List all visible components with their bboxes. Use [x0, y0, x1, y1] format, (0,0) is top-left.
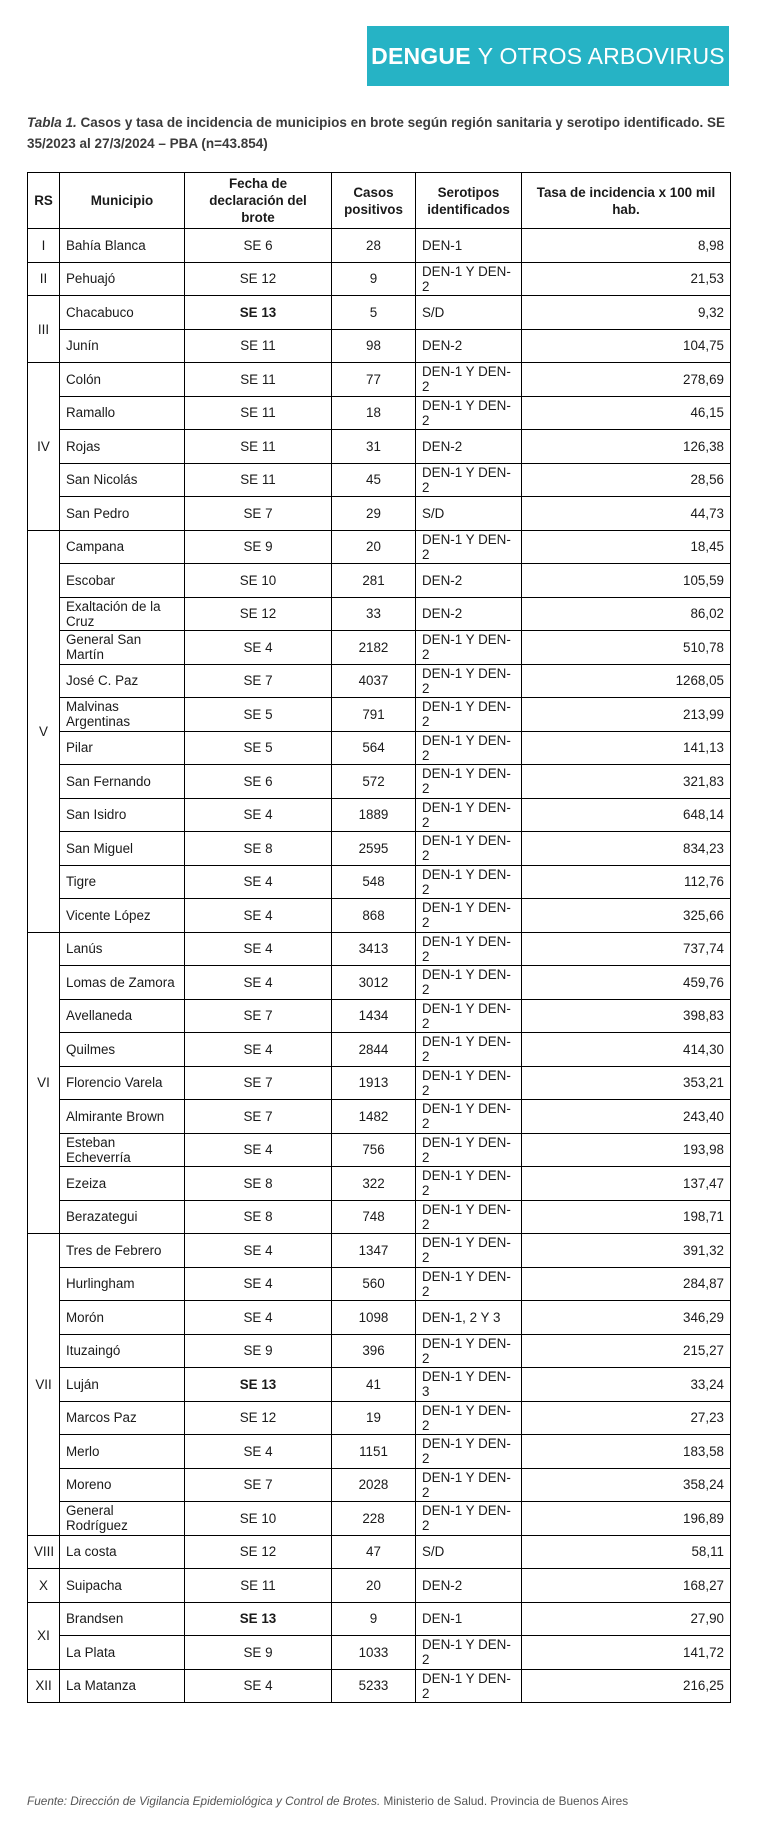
- cell-serotipos: DEN-1 Y DEN-2: [416, 664, 522, 698]
- table-row: [28, 1301, 731, 1335]
- cell-casos: 1151: [332, 1435, 416, 1469]
- cell-municipio: San Nicolás: [60, 463, 185, 497]
- cell-rs: VII: [28, 1234, 60, 1536]
- cell-fecha: SE 9: [185, 1636, 332, 1670]
- cell-fecha: SE 12: [185, 1401, 332, 1435]
- cell-casos: 19: [332, 1401, 416, 1435]
- cell-municipio: Lanús: [60, 932, 185, 966]
- cell-fecha: SE 6: [185, 765, 332, 799]
- table-row: [28, 1535, 731, 1569]
- table-row: [28, 530, 731, 564]
- cell-serotipos: DEN-1 Y DEN-2: [416, 765, 522, 799]
- cell-serotipos: DEN-1 Y DEN-2: [416, 1200, 522, 1234]
- cell-municipio: San Miguel: [60, 832, 185, 866]
- cell-municipio: San Isidro: [60, 798, 185, 832]
- cell-fecha: SE 4: [185, 1267, 332, 1301]
- cell-serotipos: DEN-1 Y DEN-2: [416, 396, 522, 430]
- cell-casos: 791: [332, 698, 416, 732]
- outbreak-table: [27, 172, 731, 1703]
- table-body: [28, 229, 731, 1703]
- cell-fecha: SE 12: [185, 262, 332, 296]
- cell-municipio: Merlo: [60, 1435, 185, 1469]
- cell-municipio: Tigre: [60, 865, 185, 899]
- cell-tasa: 325,66: [522, 899, 731, 933]
- cell-tasa: 414,30: [522, 1033, 731, 1067]
- cell-casos: 756: [332, 1133, 416, 1167]
- banner-title-rest: Y OTROS ARBOVIRUS: [477, 42, 725, 69]
- cell-tasa: 27,23: [522, 1401, 731, 1435]
- cell-tasa: 459,76: [522, 966, 731, 1000]
- cell-casos: 868: [332, 899, 416, 933]
- cell-rs: VIII: [28, 1535, 60, 1569]
- cell-serotipos: DEN-1: [416, 229, 522, 263]
- cell-municipio: Esteban Echeverría: [60, 1133, 185, 1167]
- cell-tasa: 196,89: [522, 1502, 731, 1536]
- cell-fecha: SE 12: [185, 597, 332, 631]
- cell-municipio: José C. Paz: [60, 664, 185, 698]
- cell-municipio: Lomas de Zamora: [60, 966, 185, 1000]
- cell-municipio: Ramallo: [60, 396, 185, 430]
- cell-tasa: 213,99: [522, 698, 731, 732]
- cell-serotipos: DEN-1, 2 Y 3: [416, 1301, 522, 1335]
- caption-text: Casos y tasa de incidencia de municipios en brote según región sanitaria y serotipo identificado. SE 35/2023 al 27/3/2024 – PBA (n=43.854): [27, 115, 725, 151]
- cell-rs: I: [28, 229, 60, 263]
- cell-serotipos: DEN-1 Y DEN-2: [416, 698, 522, 732]
- cell-serotipos: DEN-1 Y DEN-2: [416, 1267, 522, 1301]
- cell-tasa: 141,13: [522, 731, 731, 765]
- table-row: [28, 765, 731, 799]
- cell-fecha: SE 11: [185, 363, 332, 397]
- cell-serotipos: DEN-1 Y DEN-2: [416, 1167, 522, 1201]
- cell-municipio: Berazategui: [60, 1200, 185, 1234]
- cell-serotipos: S/D: [416, 296, 522, 330]
- cell-fecha: SE 4: [185, 1033, 332, 1067]
- header-serotipos: Serotipos identificados: [416, 173, 522, 229]
- cell-serotipos: DEN-1: [416, 1602, 522, 1636]
- cell-serotipos: DEN-1 Y DEN-3: [416, 1368, 522, 1402]
- cell-municipio: General San Martín: [60, 631, 185, 665]
- cell-tasa: 27,90: [522, 1602, 731, 1636]
- cell-fecha: SE 12: [185, 1535, 332, 1569]
- cell-tasa: 353,21: [522, 1066, 731, 1100]
- cell-tasa: 33,24: [522, 1368, 731, 1402]
- cell-tasa: 126,38: [522, 430, 731, 464]
- cell-tasa: 8,98: [522, 229, 731, 263]
- cell-serotipos: DEN-2: [416, 564, 522, 598]
- cell-rs: III: [28, 296, 60, 363]
- cell-tasa: 834,23: [522, 832, 731, 866]
- cell-municipio: La Plata: [60, 1636, 185, 1670]
- cell-serotipos: DEN-1 Y DEN-2: [416, 262, 522, 296]
- cell-tasa: 141,72: [522, 1636, 731, 1670]
- cell-fecha: SE 4: [185, 865, 332, 899]
- cell-fecha: SE 7: [185, 999, 332, 1033]
- cell-tasa: 105,59: [522, 564, 731, 598]
- cell-casos: 1033: [332, 1636, 416, 1670]
- table-row: [28, 1267, 731, 1301]
- cell-casos: 322: [332, 1167, 416, 1201]
- cell-fecha: SE 4: [185, 966, 332, 1000]
- cell-serotipos: DEN-2: [416, 1569, 522, 1603]
- cell-rs: II: [28, 262, 60, 296]
- cell-casos: 4037: [332, 664, 416, 698]
- table-row: [28, 731, 731, 765]
- cell-fecha: SE 9: [185, 530, 332, 564]
- header-casos: Casos positivos: [332, 173, 416, 229]
- cell-municipio: San Pedro: [60, 497, 185, 531]
- table-header-row: [28, 173, 731, 229]
- cell-tasa: 398,83: [522, 999, 731, 1033]
- cell-tasa: 215,27: [522, 1334, 731, 1368]
- table-caption: [27, 112, 732, 154]
- cell-tasa: 193,98: [522, 1133, 731, 1167]
- cell-serotipos: DEN-2: [416, 329, 522, 363]
- cell-casos: 98: [332, 329, 416, 363]
- cell-tasa: 1268,05: [522, 664, 731, 698]
- cell-fecha: SE 4: [185, 1435, 332, 1469]
- cell-fecha: SE 11: [185, 463, 332, 497]
- cell-tasa: 284,87: [522, 1267, 731, 1301]
- caption-label: Tabla 1.: [27, 115, 77, 130]
- cell-serotipos: DEN-1 Y DEN-2: [416, 631, 522, 665]
- table-row: [28, 1636, 731, 1670]
- table-row: [28, 1468, 731, 1502]
- cell-fecha: SE 8: [185, 1200, 332, 1234]
- cell-municipio: Ezeiza: [60, 1167, 185, 1201]
- cell-municipio: Colón: [60, 363, 185, 397]
- table-row: [28, 597, 731, 631]
- cell-municipio: Vicente López: [60, 899, 185, 933]
- cell-fecha: SE 13: [185, 1368, 332, 1402]
- cell-casos: 31: [332, 430, 416, 464]
- cell-casos: 1098: [332, 1301, 416, 1335]
- cell-municipio: Quilmes: [60, 1033, 185, 1067]
- cell-tasa: 321,83: [522, 765, 731, 799]
- cell-serotipos: DEN-2: [416, 430, 522, 464]
- cell-municipio: Chacabuco: [60, 296, 185, 330]
- cell-casos: 28: [332, 229, 416, 263]
- cell-casos: 18: [332, 396, 416, 430]
- cell-casos: 396: [332, 1334, 416, 1368]
- table-row: [28, 631, 731, 665]
- cell-fecha: SE 4: [185, 1301, 332, 1335]
- cell-serotipos: DEN-1 Y DEN-2: [416, 1502, 522, 1536]
- cell-municipio: Avellaneda: [60, 999, 185, 1033]
- cell-municipio: San Fernando: [60, 765, 185, 799]
- cell-casos: 560: [332, 1267, 416, 1301]
- header-fecha: Fecha de declaración del brote: [185, 173, 332, 229]
- cell-fecha: SE 11: [185, 1569, 332, 1603]
- banner-bold-title: DENGUE: [371, 42, 471, 69]
- source-note: [27, 1794, 628, 1808]
- table-row: [28, 832, 731, 866]
- cell-casos: 2028: [332, 1468, 416, 1502]
- cell-fecha: SE 10: [185, 1502, 332, 1536]
- cell-casos: 20: [332, 530, 416, 564]
- cell-casos: 572: [332, 765, 416, 799]
- cell-municipio: Exaltación de la Cruz: [60, 597, 185, 631]
- cell-tasa: 391,32: [522, 1234, 731, 1268]
- table-row: [28, 865, 731, 899]
- cell-serotipos: DEN-1 Y DEN-2: [416, 1401, 522, 1435]
- table-row: [28, 430, 731, 464]
- cell-tasa: 44,73: [522, 497, 731, 531]
- cell-fecha: SE 9: [185, 1334, 332, 1368]
- cell-municipio: Pilar: [60, 731, 185, 765]
- cell-fecha: SE 13: [185, 1602, 332, 1636]
- cell-municipio: General Rodríguez: [60, 1502, 185, 1536]
- table-row: [28, 396, 731, 430]
- cell-fecha: SE 6: [185, 229, 332, 263]
- cell-serotipos: DEN-1 Y DEN-2: [416, 966, 522, 1000]
- cell-fecha: SE 7: [185, 1100, 332, 1134]
- table-row: [28, 1234, 731, 1268]
- table-row: [28, 262, 731, 296]
- table-row: [28, 999, 731, 1033]
- cell-casos: 2182: [332, 631, 416, 665]
- cell-fecha: SE 8: [185, 1167, 332, 1201]
- cell-fecha: SE 4: [185, 1669, 332, 1703]
- cell-fecha: SE 5: [185, 698, 332, 732]
- cell-municipio: Ituzaingó: [60, 1334, 185, 1368]
- cell-casos: 2844: [332, 1033, 416, 1067]
- cell-fecha: SE 4: [185, 932, 332, 966]
- table-row: [28, 899, 731, 933]
- table-row: [28, 798, 731, 832]
- cell-casos: 29: [332, 497, 416, 531]
- header-municipio: Municipio: [60, 173, 185, 229]
- cell-serotipos: DEN-1 Y DEN-2: [416, 1066, 522, 1100]
- cell-municipio: Escobar: [60, 564, 185, 598]
- cell-casos: 748: [332, 1200, 416, 1234]
- cell-serotipos: DEN-1 Y DEN-2: [416, 731, 522, 765]
- table-row: [28, 1368, 731, 1402]
- cell-serotipos: DEN-1 Y DEN-2: [416, 865, 522, 899]
- table-row: [28, 497, 731, 531]
- cell-casos: 47: [332, 1535, 416, 1569]
- cell-casos: 281: [332, 564, 416, 598]
- cell-tasa: 21,53: [522, 262, 731, 296]
- cell-municipio: Bahía Blanca: [60, 229, 185, 263]
- cell-rs: IV: [28, 363, 60, 531]
- cell-casos: 9: [332, 1602, 416, 1636]
- cell-tasa: 28,56: [522, 463, 731, 497]
- table-row: [28, 1502, 731, 1536]
- table-row: [28, 966, 731, 1000]
- cell-serotipos: DEN-1 Y DEN-2: [416, 1234, 522, 1268]
- cell-tasa: 86,02: [522, 597, 731, 631]
- cell-casos: 564: [332, 731, 416, 765]
- cell-municipio: Junín: [60, 329, 185, 363]
- cell-tasa: 104,75: [522, 329, 731, 363]
- cell-casos: 3413: [332, 932, 416, 966]
- cell-municipio: Moreno: [60, 1468, 185, 1502]
- cell-rs: XI: [28, 1602, 60, 1669]
- cell-tasa: 18,45: [522, 530, 731, 564]
- cell-fecha: SE 4: [185, 1133, 332, 1167]
- cell-casos: 1913: [332, 1066, 416, 1100]
- cell-casos: 1889: [332, 798, 416, 832]
- cell-fecha: SE 11: [185, 329, 332, 363]
- cell-serotipos: DEN-1 Y DEN-2: [416, 1100, 522, 1134]
- cell-fecha: SE 4: [185, 899, 332, 933]
- cell-fecha: SE 4: [185, 631, 332, 665]
- cell-fecha: SE 8: [185, 832, 332, 866]
- cell-fecha: SE 11: [185, 396, 332, 430]
- cell-municipio: Pehuajó: [60, 262, 185, 296]
- table-row: [28, 1033, 731, 1067]
- cell-fecha: SE 13: [185, 296, 332, 330]
- table-row: [28, 664, 731, 698]
- cell-tasa: 168,27: [522, 1569, 731, 1603]
- table-row: [28, 363, 731, 397]
- cell-fecha: SE 7: [185, 497, 332, 531]
- cell-tasa: 278,69: [522, 363, 731, 397]
- cell-rs: X: [28, 1569, 60, 1603]
- table-row: [28, 1066, 731, 1100]
- cell-fecha: SE 4: [185, 798, 332, 832]
- cell-rs: VI: [28, 932, 60, 1234]
- cell-serotipos: DEN-2: [416, 597, 522, 631]
- cell-municipio: La costa: [60, 1535, 185, 1569]
- cell-municipio: Florencio Varela: [60, 1066, 185, 1100]
- cell-serotipos: DEN-1 Y DEN-2: [416, 899, 522, 933]
- cell-casos: 2595: [332, 832, 416, 866]
- cell-casos: 5233: [332, 1669, 416, 1703]
- table-row: [28, 1669, 731, 1703]
- cell-serotipos: DEN-1 Y DEN-2: [416, 1669, 522, 1703]
- cell-casos: 33: [332, 597, 416, 631]
- cell-serotipos: DEN-1 Y DEN-2: [416, 363, 522, 397]
- table-row: [28, 296, 731, 330]
- cell-municipio: La Matanza: [60, 1669, 185, 1703]
- table-row: [28, 1100, 731, 1134]
- cell-tasa: 737,74: [522, 932, 731, 966]
- cell-casos: 9: [332, 262, 416, 296]
- cell-municipio: Tres de Febrero: [60, 1234, 185, 1268]
- cell-serotipos: DEN-1 Y DEN-2: [416, 798, 522, 832]
- cell-tasa: 9,32: [522, 296, 731, 330]
- table-row: [28, 932, 731, 966]
- cell-municipio: Rojas: [60, 430, 185, 464]
- cell-municipio: Luján: [60, 1368, 185, 1402]
- table-row: [28, 1200, 731, 1234]
- cell-tasa: 112,76: [522, 865, 731, 899]
- cell-casos: 45: [332, 463, 416, 497]
- cell-casos: 1347: [332, 1234, 416, 1268]
- cell-serotipos: DEN-1 Y DEN-2: [416, 1133, 522, 1167]
- cell-fecha: SE 7: [185, 1468, 332, 1502]
- cell-municipio: Brandsen: [60, 1602, 185, 1636]
- table-row: [28, 1569, 731, 1603]
- header-rs: RS: [28, 173, 60, 229]
- header-banner: [367, 26, 729, 86]
- cell-municipio: Marcos Paz: [60, 1401, 185, 1435]
- cell-fecha: SE 11: [185, 430, 332, 464]
- cell-casos: 5: [332, 296, 416, 330]
- table-row: [28, 463, 731, 497]
- cell-serotipos: DEN-1 Y DEN-2: [416, 1636, 522, 1670]
- cell-tasa: 183,58: [522, 1435, 731, 1469]
- table-row: [28, 1401, 731, 1435]
- cell-serotipos: DEN-1 Y DEN-2: [416, 1334, 522, 1368]
- table-row: [28, 1133, 731, 1167]
- cell-municipio: Almirante Brown: [60, 1100, 185, 1134]
- cell-casos: 41: [332, 1368, 416, 1402]
- table-row: [28, 229, 731, 263]
- cell-tasa: 358,24: [522, 1468, 731, 1502]
- table-row: [28, 698, 731, 732]
- cell-casos: 1482: [332, 1100, 416, 1134]
- cell-tasa: 648,14: [522, 798, 731, 832]
- cell-fecha: SE 10: [185, 564, 332, 598]
- cell-tasa: 346,29: [522, 1301, 731, 1335]
- cell-fecha: SE 7: [185, 664, 332, 698]
- header-tasa: Tasa de incidencia x 100 mil hab.: [522, 173, 731, 229]
- cell-tasa: 46,15: [522, 396, 731, 430]
- cell-fecha: SE 5: [185, 731, 332, 765]
- table-row: [28, 329, 731, 363]
- cell-tasa: 58,11: [522, 1535, 731, 1569]
- cell-tasa: 137,47: [522, 1167, 731, 1201]
- cell-serotipos: DEN-1 Y DEN-2: [416, 1435, 522, 1469]
- cell-tasa: 198,71: [522, 1200, 731, 1234]
- cell-tasa: 216,25: [522, 1669, 731, 1703]
- cell-casos: 228: [332, 1502, 416, 1536]
- table-row: [28, 1602, 731, 1636]
- table-row: [28, 1167, 731, 1201]
- cell-serotipos: DEN-1 Y DEN-2: [416, 1033, 522, 1067]
- cell-rs: XII: [28, 1669, 60, 1703]
- cell-casos: 548: [332, 865, 416, 899]
- cell-serotipos: S/D: [416, 1535, 522, 1569]
- cell-fecha: SE 7: [185, 1066, 332, 1100]
- cell-serotipos: DEN-1 Y DEN-2: [416, 1468, 522, 1502]
- cell-rs: V: [28, 530, 60, 932]
- cell-serotipos: DEN-1 Y DEN-2: [416, 999, 522, 1033]
- cell-municipio: Malvinas Argentinas: [60, 698, 185, 732]
- source-label: Fuente: Dirección de Vigilancia Epidemiológica y Control de Brotes.: [27, 1794, 381, 1808]
- cell-serotipos: DEN-1 Y DEN-2: [416, 932, 522, 966]
- table-row: [28, 564, 731, 598]
- source-text: Ministerio de Salud. Provincia de Buenos Aires: [380, 1794, 629, 1808]
- cell-casos: 20: [332, 1569, 416, 1603]
- cell-casos: 3012: [332, 966, 416, 1000]
- cell-municipio: Hurlingham: [60, 1267, 185, 1301]
- cell-serotipos: DEN-1 Y DEN-2: [416, 463, 522, 497]
- cell-serotipos: S/D: [416, 497, 522, 531]
- cell-municipio: Suipacha: [60, 1569, 185, 1603]
- table-row: [28, 1334, 731, 1368]
- cell-serotipos: DEN-1 Y DEN-2: [416, 832, 522, 866]
- cell-casos: 77: [332, 363, 416, 397]
- cell-tasa: 243,40: [522, 1100, 731, 1134]
- cell-serotipos: DEN-1 Y DEN-2: [416, 530, 522, 564]
- cell-casos: 1434: [332, 999, 416, 1033]
- table-row: [28, 1435, 731, 1469]
- cell-municipio: Morón: [60, 1301, 185, 1335]
- cell-fecha: SE 4: [185, 1234, 332, 1268]
- cell-tasa: 510,78: [522, 631, 731, 665]
- cell-municipio: Campana: [60, 530, 185, 564]
